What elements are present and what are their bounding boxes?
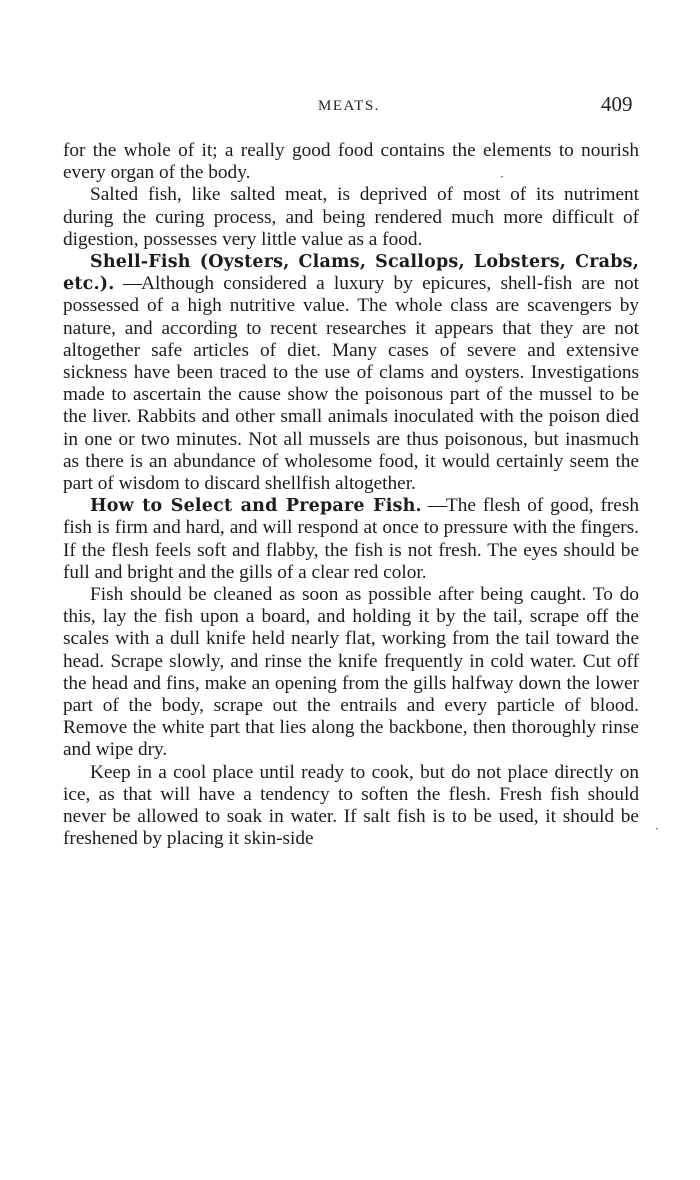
margin-speck: · [500,170,504,184]
running-title: MEATS. [318,98,380,114]
body-text [63,140,639,851]
paragraph-text: Salted fish, like salted meat, is deprived of most of its nutriment during the curing process, and being rendered much more difficult of digestion, possesses very little value as a food. [63,184,639,250]
paragraph-text: Although considered a luxury by epicures, shell-fish are not possessed of a high nutritive value. The whole class are scavengers by nature, and according to recent researches it appears that they are not altogether safe articles of diet. Many cases of severe and extensive sickness have been traced to the use of clams and oysters. Investigations made to ascertain the cause show the poisonous part of the mussel to be the liver. Rabbits and other small animals inoculated with the poison died in one or two minutes. Not all mussels are thus poisonous, but inasmuch as there is an abundance of wholesome food, it would certainly seem the part of wisdom to discard shellfish altogether. [63,273,639,495]
paragraph-cleaning [63,584,639,762]
em-dash: — [114,273,142,295]
paragraph-text: for the whole of it; a really good food contains the elements to nourish every organ of the body. [63,140,639,184]
page-number: 409 [601,92,633,116]
paragraph-text: Keep in a cool place until ready to cook, but do not place directly on ice, as that will have a tendency to soften the flesh. Fresh fish should never be allowed to soak in water. If salt fish is to be used, it should be freshened by placing it skin-side [63,761,639,850]
paragraph-text: Fish should be cleaned as soon as possible after being caught. To do this, lay the fish upon a board, and holding it by the tail, scrape off the scales with a dull knife held nearly flat, working from the tail toward the head. Scrape slowly, and rinse the knife frequently in cold water. Cut off the head and fins, make an opening from the gills halfway down the lower part of the body, scrape out the entrails and every particle of blood. Remove the white part that lies along the backbone, then thoroughly rinse and wipe dry. [63,584,639,761]
paragraph-shell-fish [63,251,639,495]
section-heading-select-prepare: How to Select and Prepare Fish. [90,496,422,517]
paragraph-select-prepare [63,495,639,584]
section-heading-shell-fish: Shell-Fish (Oysters, Clams, Scallops, Lobsters, Crabs, etc.). [63,252,639,295]
margin-speck: · [655,822,659,836]
paragraph-text: The flesh of good, fresh fish is firm and hard, and will respond at once to pressure with the fingers. If the flesh feels soft and flabby, the fish is not fresh. The eyes should be full and bright and the gills of a clear red color. [63,495,639,583]
paragraph-storage [63,762,639,851]
paragraph-salted-fish [63,184,639,251]
paragraph-continued [63,140,639,184]
em-dash: — [421,495,446,517]
